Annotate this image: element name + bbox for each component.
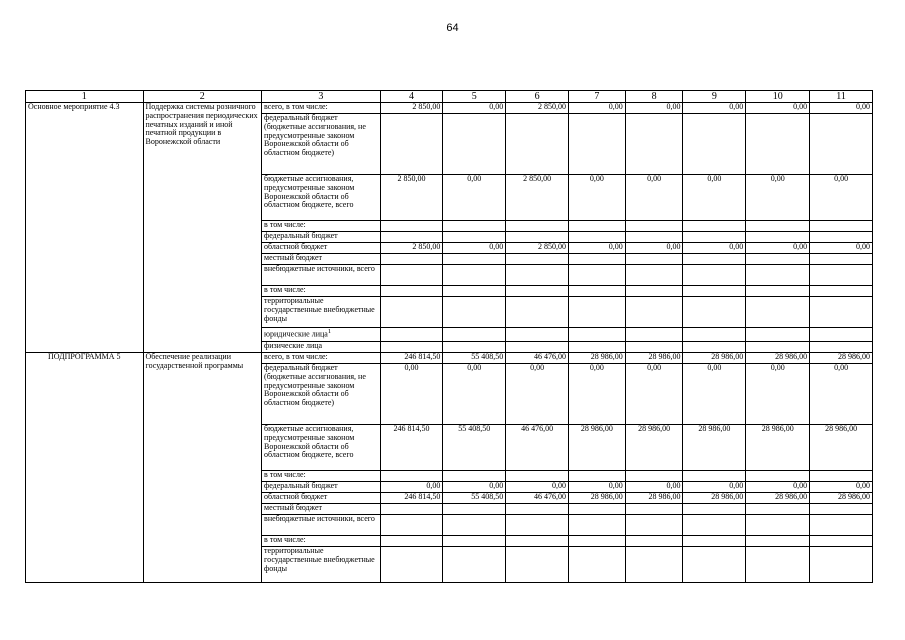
value-cell: [683, 221, 746, 232]
value-cell: [506, 232, 569, 243]
section-code: ПОДПРОГРАММА 5: [26, 353, 144, 583]
value-cell: [506, 254, 569, 265]
value-cell: [380, 297, 443, 328]
value-cell: [810, 221, 873, 232]
page-number: 64: [446, 22, 459, 34]
funding-source-text: всего, в том числе:: [264, 352, 328, 361]
value-cell: [506, 547, 569, 583]
value-cell: [746, 221, 810, 232]
value-cell: [380, 342, 443, 353]
value-cell: [810, 342, 873, 353]
value-cell: [746, 254, 810, 265]
value-cell: 0,00: [625, 482, 683, 493]
header-row: [26, 91, 873, 103]
value-cell: [810, 297, 873, 328]
value-cell: 28 986,00: [569, 425, 626, 471]
value-cell: [746, 504, 810, 515]
value-cell: [380, 114, 443, 175]
value-cell: [625, 221, 683, 232]
value-cell: [506, 328, 569, 342]
funding-source-label: [262, 342, 381, 353]
funding-source-label: [262, 482, 381, 493]
value-cell: [746, 342, 810, 353]
funding-source-text: бюджетные ассигнования, предусмотренные законом Воронежской области об областном бюджете, всего: [264, 174, 355, 210]
value-cell: [683, 114, 746, 175]
funding-source-label: [262, 425, 381, 471]
section-code: Основное мероприятие 4.3: [26, 103, 144, 353]
value-cell: 55 408,50: [443, 353, 506, 364]
value-cell: [506, 297, 569, 328]
value-cell: [380, 328, 443, 342]
value-cell: 0,00: [683, 364, 746, 425]
funding-source-label: [262, 286, 381, 297]
value-cell: [380, 286, 443, 297]
funding-source-text: территориальные государственные внебюджетные фонды: [264, 546, 375, 573]
header-cell: 4: [380, 91, 443, 103]
value-cell: [625, 286, 683, 297]
value-cell: 0,00: [625, 364, 683, 425]
funding-source-label: [262, 328, 381, 342]
funding-source-label: [262, 471, 381, 482]
table-row: [26, 103, 873, 114]
value-cell: [746, 536, 810, 547]
value-cell: 0,00: [746, 103, 810, 114]
value-cell: [569, 471, 626, 482]
value-cell: [625, 254, 683, 265]
value-cell: [569, 221, 626, 232]
value-cell: 0,00: [746, 482, 810, 493]
value-cell: [683, 515, 746, 536]
value-cell: [625, 536, 683, 547]
value-cell: [625, 547, 683, 583]
value-cell: 2 850,00: [380, 243, 443, 254]
value-cell: 0,00: [569, 175, 626, 221]
funding-source-label: [262, 232, 381, 243]
funding-source-label: [262, 221, 381, 232]
value-cell: 46 476,00: [506, 493, 569, 504]
value-cell: [380, 254, 443, 265]
table-row: [26, 353, 873, 364]
value-cell: [746, 265, 810, 286]
value-cell: 28 986,00: [625, 493, 683, 504]
value-cell: 2 850,00: [506, 243, 569, 254]
funding-source-text: местный бюджет: [264, 503, 323, 512]
funding-source-label: [262, 547, 381, 583]
value-cell: [746, 297, 810, 328]
value-cell: 0,00: [443, 243, 506, 254]
header-cell: 3: [262, 91, 381, 103]
value-cell: [746, 232, 810, 243]
value-cell: [569, 254, 626, 265]
value-cell: 2 850,00: [506, 103, 569, 114]
value-cell: 2 850,00: [380, 103, 443, 114]
funding-source-label: [262, 175, 381, 221]
value-cell: [625, 328, 683, 342]
value-cell: 28 986,00: [683, 353, 746, 364]
value-cell: [683, 297, 746, 328]
value-cell: 0,00: [569, 364, 626, 425]
value-cell: [443, 504, 506, 515]
value-cell: 28 986,00: [625, 425, 683, 471]
value-cell: [506, 114, 569, 175]
value-cell: [746, 471, 810, 482]
value-cell: 2 850,00: [380, 175, 443, 221]
value-cell: [810, 114, 873, 175]
value-cell: [683, 328, 746, 342]
value-cell: [810, 232, 873, 243]
value-cell: 28 986,00: [810, 493, 873, 504]
funding-source-label: [262, 103, 381, 114]
funding-source-text: в том числе:: [264, 470, 306, 479]
value-cell: 28 986,00: [746, 425, 810, 471]
value-cell: 28 986,00: [569, 353, 626, 364]
value-cell: [683, 342, 746, 353]
value-cell: [380, 547, 443, 583]
funding-source-label: [262, 243, 381, 254]
value-cell: 0,00: [506, 364, 569, 425]
value-cell: [380, 471, 443, 482]
value-cell: [810, 471, 873, 482]
header-cell: 10: [746, 91, 810, 103]
value-cell: [506, 286, 569, 297]
value-cell: 0,00: [625, 175, 683, 221]
value-cell: [443, 297, 506, 328]
value-cell: [810, 536, 873, 547]
value-cell: [380, 232, 443, 243]
value-cell: 0,00: [625, 243, 683, 254]
value-cell: [569, 504, 626, 515]
value-cell: [443, 254, 506, 265]
value-cell: 246 814,50: [380, 493, 443, 504]
value-cell: [810, 265, 873, 286]
funding-source-text: в том числе:: [264, 535, 306, 544]
value-cell: [746, 515, 810, 536]
value-cell: [443, 286, 506, 297]
value-cell: [569, 342, 626, 353]
funding-source-label: [262, 493, 381, 504]
header-cell: 6: [506, 91, 569, 103]
value-cell: [625, 232, 683, 243]
value-cell: 0,00: [810, 175, 873, 221]
value-cell: [443, 342, 506, 353]
value-cell: 0,00: [443, 482, 506, 493]
value-cell: [625, 515, 683, 536]
value-cell: [569, 515, 626, 536]
value-cell: [625, 114, 683, 175]
value-cell: 2 850,00: [506, 175, 569, 221]
value-cell: 0,00: [810, 243, 873, 254]
header-cell: 2: [143, 91, 262, 103]
value-cell: [810, 515, 873, 536]
funding-source-label: [262, 536, 381, 547]
value-cell: [746, 328, 810, 342]
value-cell: 0,00: [683, 103, 746, 114]
value-cell: 46 476,00: [506, 425, 569, 471]
value-cell: 46 476,00: [506, 353, 569, 364]
value-cell: 28 986,00: [625, 353, 683, 364]
value-cell: 0,00: [380, 482, 443, 493]
header-cell: 5: [443, 91, 506, 103]
value-cell: 246 814,50: [380, 425, 443, 471]
funding-source-text: областной бюджет: [264, 242, 328, 251]
value-cell: [569, 328, 626, 342]
value-cell: [810, 328, 873, 342]
value-cell: 0,00: [569, 482, 626, 493]
funding-source-text: областной бюджет: [264, 492, 328, 501]
value-cell: 0,00: [746, 175, 810, 221]
value-cell: [380, 221, 443, 232]
value-cell: [443, 515, 506, 536]
value-cell: [625, 471, 683, 482]
value-cell: 0,00: [625, 103, 683, 114]
funding-source-text: бюджетные ассигнования, предусмотренные законом Воронежской области об областном бюджете, всего: [264, 424, 355, 460]
value-cell: 246 814,50: [380, 353, 443, 364]
value-cell: [625, 297, 683, 328]
value-cell: 28 986,00: [683, 493, 746, 504]
funding-source-text: в том числе:: [264, 220, 306, 229]
funding-source-text: в том числе:: [264, 285, 306, 294]
value-cell: 0,00: [683, 482, 746, 493]
value-cell: 0,00: [810, 364, 873, 425]
funding-source-label: [262, 364, 381, 425]
value-cell: [746, 114, 810, 175]
funding-source-text: федеральный бюджет: [264, 481, 338, 490]
value-cell: [443, 328, 506, 342]
value-cell: [810, 547, 873, 583]
value-cell: 0,00: [683, 243, 746, 254]
value-cell: [380, 265, 443, 286]
value-cell: [683, 254, 746, 265]
funding-source-label: [262, 515, 381, 536]
value-cell: 28 986,00: [810, 425, 873, 471]
value-cell: [569, 547, 626, 583]
value-cell: [683, 536, 746, 547]
value-cell: [746, 286, 810, 297]
value-cell: 0,00: [569, 243, 626, 254]
value-cell: 0,00: [810, 482, 873, 493]
value-cell: [569, 232, 626, 243]
value-cell: [506, 515, 569, 536]
value-cell: 0,00: [443, 364, 506, 425]
value-cell: [569, 114, 626, 175]
value-cell: [683, 471, 746, 482]
value-cell: [380, 515, 443, 536]
value-cell: [810, 504, 873, 515]
value-cell: [625, 504, 683, 515]
funding-source-label: [262, 114, 381, 175]
funding-source-label: [262, 504, 381, 515]
value-cell: 55 408,50: [443, 425, 506, 471]
value-cell: [506, 536, 569, 547]
funding-source-label: [262, 353, 381, 364]
funding-source-label: [262, 254, 381, 265]
value-cell: [443, 265, 506, 286]
funding-source-text: всего, в том числе:: [264, 102, 328, 111]
value-cell: 0,00: [569, 103, 626, 114]
header-cell: 11: [810, 91, 873, 103]
funding-source-label: [262, 297, 381, 328]
funding-source-text: юридические лица: [264, 329, 328, 339]
value-cell: [683, 547, 746, 583]
funding-source-label: [262, 265, 381, 286]
value-cell: [683, 265, 746, 286]
value-cell: [443, 471, 506, 482]
value-cell: [569, 536, 626, 547]
value-cell: 0,00: [746, 243, 810, 254]
value-cell: 28 986,00: [569, 493, 626, 504]
value-cell: 0,00: [380, 364, 443, 425]
value-cell: [506, 265, 569, 286]
value-cell: [625, 342, 683, 353]
value-cell: [746, 547, 810, 583]
value-cell: 0,00: [810, 103, 873, 114]
header-cell: 7: [569, 91, 626, 103]
value-cell: [506, 471, 569, 482]
value-cell: [443, 221, 506, 232]
funding-source-text: внебюджетные источники, всего: [264, 514, 375, 523]
value-cell: [380, 504, 443, 515]
value-cell: [506, 504, 569, 515]
value-cell: 28 986,00: [683, 425, 746, 471]
value-cell: [506, 342, 569, 353]
value-cell: [569, 265, 626, 286]
value-cell: [443, 232, 506, 243]
header-cell: 1: [26, 91, 144, 103]
value-cell: 0,00: [443, 175, 506, 221]
value-cell: [569, 286, 626, 297]
value-cell: [569, 297, 626, 328]
value-cell: 0,00: [443, 103, 506, 114]
funding-source-text: территориальные государственные внебюджетные фонды: [264, 296, 375, 323]
footnote-marker: 1: [327, 328, 332, 335]
value-cell: 0,00: [746, 364, 810, 425]
value-cell: [810, 254, 873, 265]
section-name: Обеспечение реализации государственной программы: [143, 353, 262, 583]
value-cell: 28 986,00: [810, 353, 873, 364]
value-cell: 0,00: [683, 175, 746, 221]
value-cell: 0,00: [506, 482, 569, 493]
funding-source-text: местный бюджет: [264, 253, 323, 262]
value-cell: [625, 265, 683, 286]
value-cell: [443, 536, 506, 547]
funding-source-text: федеральный бюджет (бюджетные ассигнования, не предусмотренные законом Воронежской области об областном бюджете): [264, 113, 366, 158]
value-cell: 55 408,50: [443, 493, 506, 504]
value-cell: [683, 504, 746, 515]
section-name: Поддержка системы розничного распространения периодических печатных изданий и иной печатной продукции в Воронежской области: [143, 103, 262, 353]
value-cell: [380, 536, 443, 547]
value-cell: [810, 286, 873, 297]
value-cell: [506, 221, 569, 232]
funding-source-text: внебюджетные источники, всего: [264, 264, 375, 273]
funding-source-text: физические лица: [264, 341, 323, 350]
header-cell: 9: [683, 91, 746, 103]
header-cell: 8: [625, 91, 683, 103]
value-cell: [683, 286, 746, 297]
value-cell: [683, 232, 746, 243]
value-cell: [443, 547, 506, 583]
funding-source-text: федеральный бюджет (бюджетные ассигнования, не предусмотренные законом Воронежской области об областном бюджете): [264, 363, 366, 408]
value-cell: [443, 114, 506, 175]
funding-source-text: федеральный бюджет: [264, 231, 338, 240]
budget-table: [25, 90, 873, 583]
value-cell: 28 986,00: [746, 353, 810, 364]
value-cell: 28 986,00: [746, 493, 810, 504]
